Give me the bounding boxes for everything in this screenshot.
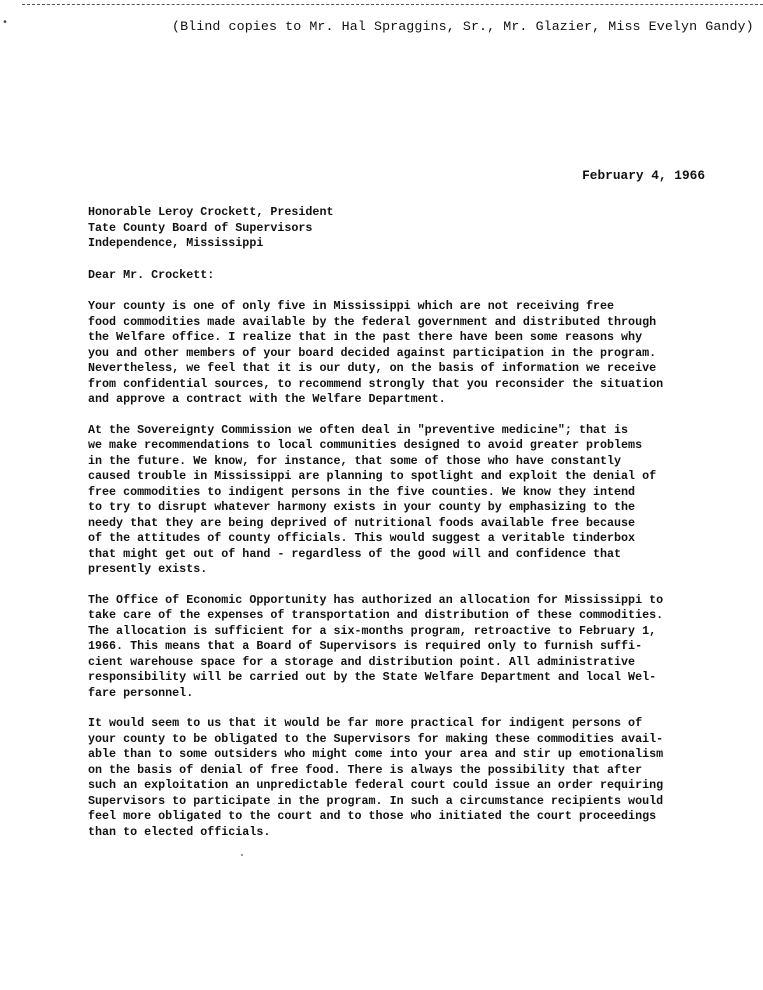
paragraph-obligation: It would seem to us that it would be far more practical for indigent persons of your county to be obligated to the Supervisors for making these commodities avail- able than to some outsiders who might come into your area and stir up emotionalism on the basis of denial of free food. There is always the possibility that after such an exploitation an unpredictable federal court could issue an order requiring Supervisors to participate in the program. In such a circumstance recipients would feel more obligated to the court and to those who initiated the court proceedings than to elected officials. — [88, 716, 664, 839]
stray-mark — [241, 854, 243, 856]
letter-body — [88, 205, 712, 855]
salutation: Dear Mr. Crockett: — [88, 267, 215, 282]
paragraph-oeo-allocation: The Office of Economic Opportunity has authorized an allocation for Mississippi to take care of the expenses of transportation and distribution of these commodities. The allocation is sufficient for a six-months program, retroactive to February 1, 1966. This means that a Board of Supervisors is required only to furnish suffi- cient warehouse space for a storage and distribution point. All administrative responsibility will be carried out by the State Welfare Department and local Wel- fare personnel. — [88, 592, 664, 700]
top-edge-rule — [22, 4, 763, 5]
recipient-address: Honorable Leroy Crockett, President Tate County Board of Supervisors Independence, Mississippi — [88, 205, 334, 250]
corner-mark: • — [2, 18, 9, 29]
paragraph-county-status: Your county is one of only five in Mississippi which are not receiving free food commodities made available by the federal government and distributed through the Welfare office. I realize that in the past there have been some reasons why you and other members of your board decided against participation in the program. Nevertheless, we feel that it is our duty, on the basis of information we receive from confidential sources, to recommend strongly that you reconsider the situation and approve a contract with the Welfare Department. — [88, 299, 664, 406]
paragraph-preventive-medicine: At the Sovereignty Commission we often deal in "preventive medicine"; that is we make recommendations to local communities designed to avoid greater problems in the future. We know, for instance, that some of those who have constantly caused trouble in Mississippi are planning to spotlight and exploit the denial of free commodities to indigent persons in the five counties. We know they intend to try to disrupt whatever harmony exists in your county by emphasizing to the needy that they are being deprived of nutritional foods available free because of the attitudes of county officials. This would suggest a veritable tinderbox that might get out of hand - regardless of the good will and confidence that presently exists. — [88, 422, 657, 576]
blind-copies-note: (Blind copies to Mr. Hal Spraggins, Sr., Mr. Glazier, Miss Evelyn Gandy) — [172, 19, 754, 34]
letter-date: February 4, 1966 — [582, 168, 705, 183]
